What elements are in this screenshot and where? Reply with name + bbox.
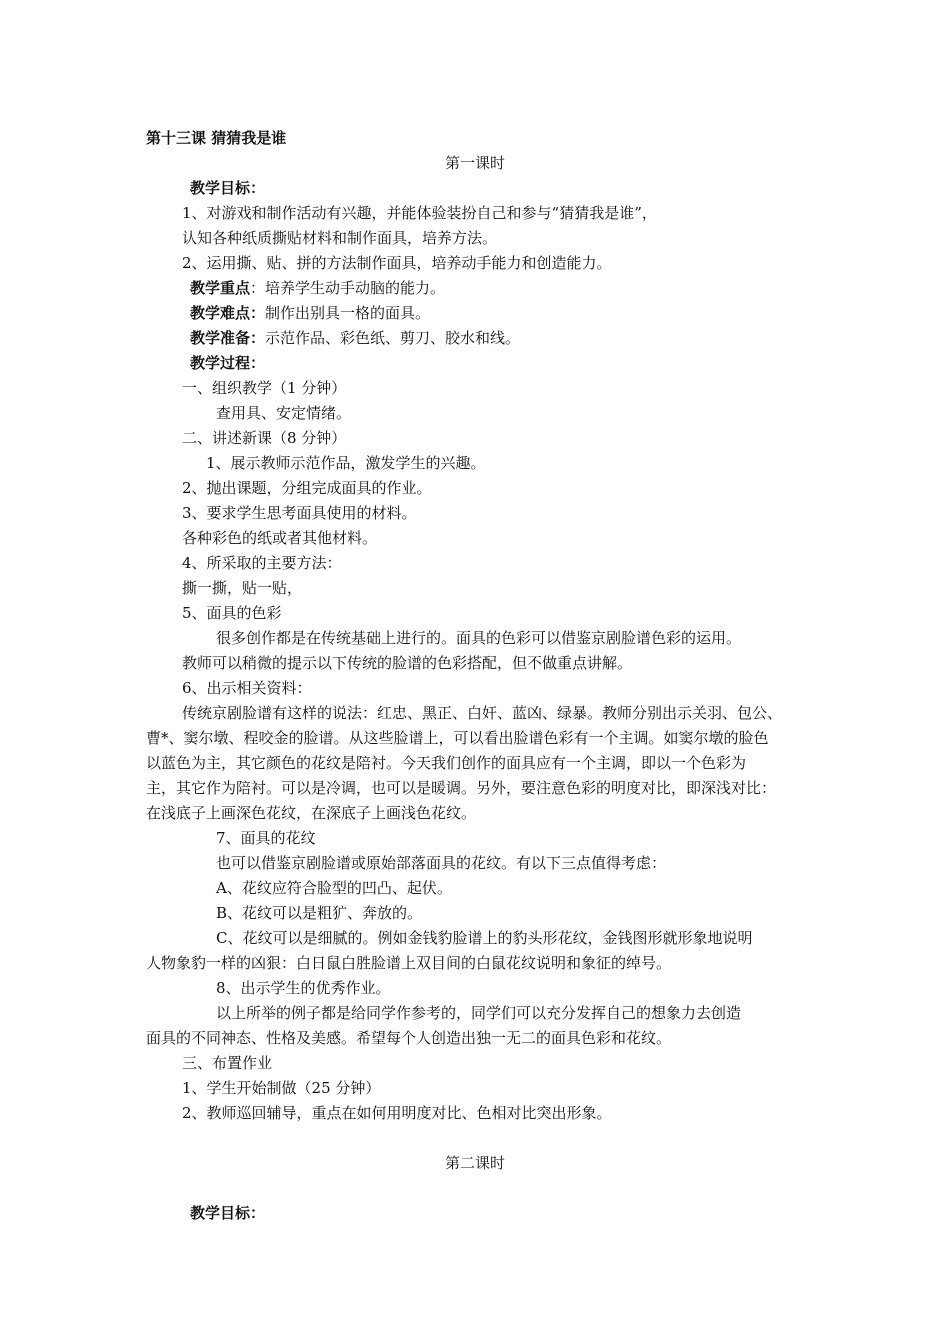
session-1-heading: 第一课时 bbox=[444, 154, 505, 172]
color-paragraph-line-1: 很多创作都是在传统基础上进行的。面具的色彩可以借鉴京剧脸谱色彩的运用。 bbox=[216, 629, 742, 647]
step-2-item-4: 4、所采取的主要方法： bbox=[182, 554, 342, 572]
material-line-1: 传统京剧脸谱有这样的说法：红忠、黑正、白奸、蓝凶、绿暴。教师分别出示关羽、包公、 bbox=[182, 704, 783, 722]
process-label: 教学过程： bbox=[190, 354, 266, 372]
difficulty bbox=[190, 303, 430, 323]
step-2: 二、讲述新课（8 分钟） bbox=[182, 429, 347, 447]
session-2-heading: 第二课时 bbox=[444, 1154, 505, 1172]
summary-line-2: 面具的不同神态、性格及美感。希望每个人创造出独一无二的面具色彩和花纹。 bbox=[146, 1029, 672, 1047]
material-line-5: 在浅底子上画深色花纹，在深底子上画浅色花纹。 bbox=[146, 804, 477, 822]
key-point-text: ：培养学生动手动脑的能力。 bbox=[250, 279, 446, 297]
step-2-item-8: 8、出示学生的优秀作业。 bbox=[216, 979, 391, 997]
pattern-a: A、花纹应符合脸型的凹凸、起伏。 bbox=[216, 879, 452, 897]
difficulty-text: 制作出别具一格的面具。 bbox=[265, 304, 431, 322]
material-line-2: 曹*、窦尔墩、程咬金的脸谱。从这些脸谱上，可以看出脸谱色彩有一个主调。如窦尔墩的脸色 bbox=[146, 729, 769, 747]
pattern-c-line-1: C、花纹可以是细腻的。例如金钱豹脸谱上的豹头形花纹，金钱图形就形象地说明 bbox=[216, 929, 753, 947]
step-2-item-6: 6、出示相关资料： bbox=[182, 679, 312, 697]
summary-line-1: 以上所举的例子都是给同学作参考的，同学们可以充分发挥自己的想象力去创造 bbox=[216, 1004, 742, 1022]
lesson-title: 第十三课 猜猜我是谁 bbox=[146, 129, 287, 147]
pattern-b: B、花纹可以是粗犷、奔放的。 bbox=[216, 904, 423, 922]
objectives-label: 教学目标： bbox=[190, 179, 266, 197]
color-paragraph-line-2: 教师可以稍微的提示以下传统的脸谱的色彩搭配，但不做重点讲解。 bbox=[182, 654, 633, 672]
objective-2: 2、运用撕、贴、拼的方法制作面具，培养动手能力和创造能力。 bbox=[182, 254, 612, 272]
pattern-intro: 也可以借鉴京剧脸谱或原始部落面具的花纹。有以下三点值得考虑： bbox=[216, 854, 667, 872]
preparation-label: 教学准备： bbox=[190, 329, 266, 347]
objective-1-line-2: 认知各种纸质撕贴材料和制作面具，培养方法。 bbox=[182, 229, 498, 247]
step-2-item-7: 7、面具的花纹 bbox=[216, 829, 316, 847]
step-1-detail: 查用具、安定情绪。 bbox=[216, 404, 352, 422]
step-1: 一、组织教学（1 分钟） bbox=[182, 379, 347, 397]
pattern-c-line-2: 人物象豹一样的凶狠：白日鼠白胜脸谱上双目间的白鼠花纹说明和象征的绰号。 bbox=[146, 954, 672, 972]
step-2-item-5: 5、面具的色彩 bbox=[182, 604, 282, 622]
material-line-3: 以蓝色为主，其它颜色的花纹是陪衬。今天我们创作的面具应有一个主调，即以一个色彩为 bbox=[146, 754, 747, 772]
material-line-4: 主，其它作为陪衬。可以是冷调，也可以是暖调。另外，要注意色彩的明度对比，即深浅对比： bbox=[146, 779, 777, 797]
key-point bbox=[190, 278, 445, 298]
step-3-item-1: 1、学生开始制做（25 分钟） bbox=[182, 1079, 381, 1097]
step-3-item-2: 2、教师巡回辅导，重点在如何用明度对比、色相对比突出形象。 bbox=[182, 1104, 612, 1122]
difficulty-label: 教学难点： bbox=[190, 304, 266, 322]
objective-1-line-1: 1、对游戏和制作活动有兴趣，并能体验装扮自己和参与“猜猜我是谁”， bbox=[182, 204, 657, 222]
objectives-label-2: 教学目标： bbox=[190, 1204, 266, 1222]
step-2-item-2: 2、抛出课题，分组完成面具的作业。 bbox=[182, 479, 432, 497]
key-point-label: 教学重点 bbox=[190, 279, 251, 297]
preparation-text: 示范作品、彩色纸、剪刀、胶水和线。 bbox=[265, 329, 521, 347]
step-2-item-4-detail: 撕一撕，贴一贴， bbox=[182, 579, 303, 597]
step-3: 三、布置作业 bbox=[182, 1054, 273, 1072]
preparation bbox=[190, 328, 520, 348]
step-2-item-3: 3、要求学生思考面具使用的材料。 bbox=[182, 504, 417, 522]
step-2-item-1: 1、展示教师示范作品，激发学生的兴趣。 bbox=[206, 454, 486, 472]
step-2-item-3-detail: 各种彩色的纸或者其他材料。 bbox=[182, 529, 378, 547]
